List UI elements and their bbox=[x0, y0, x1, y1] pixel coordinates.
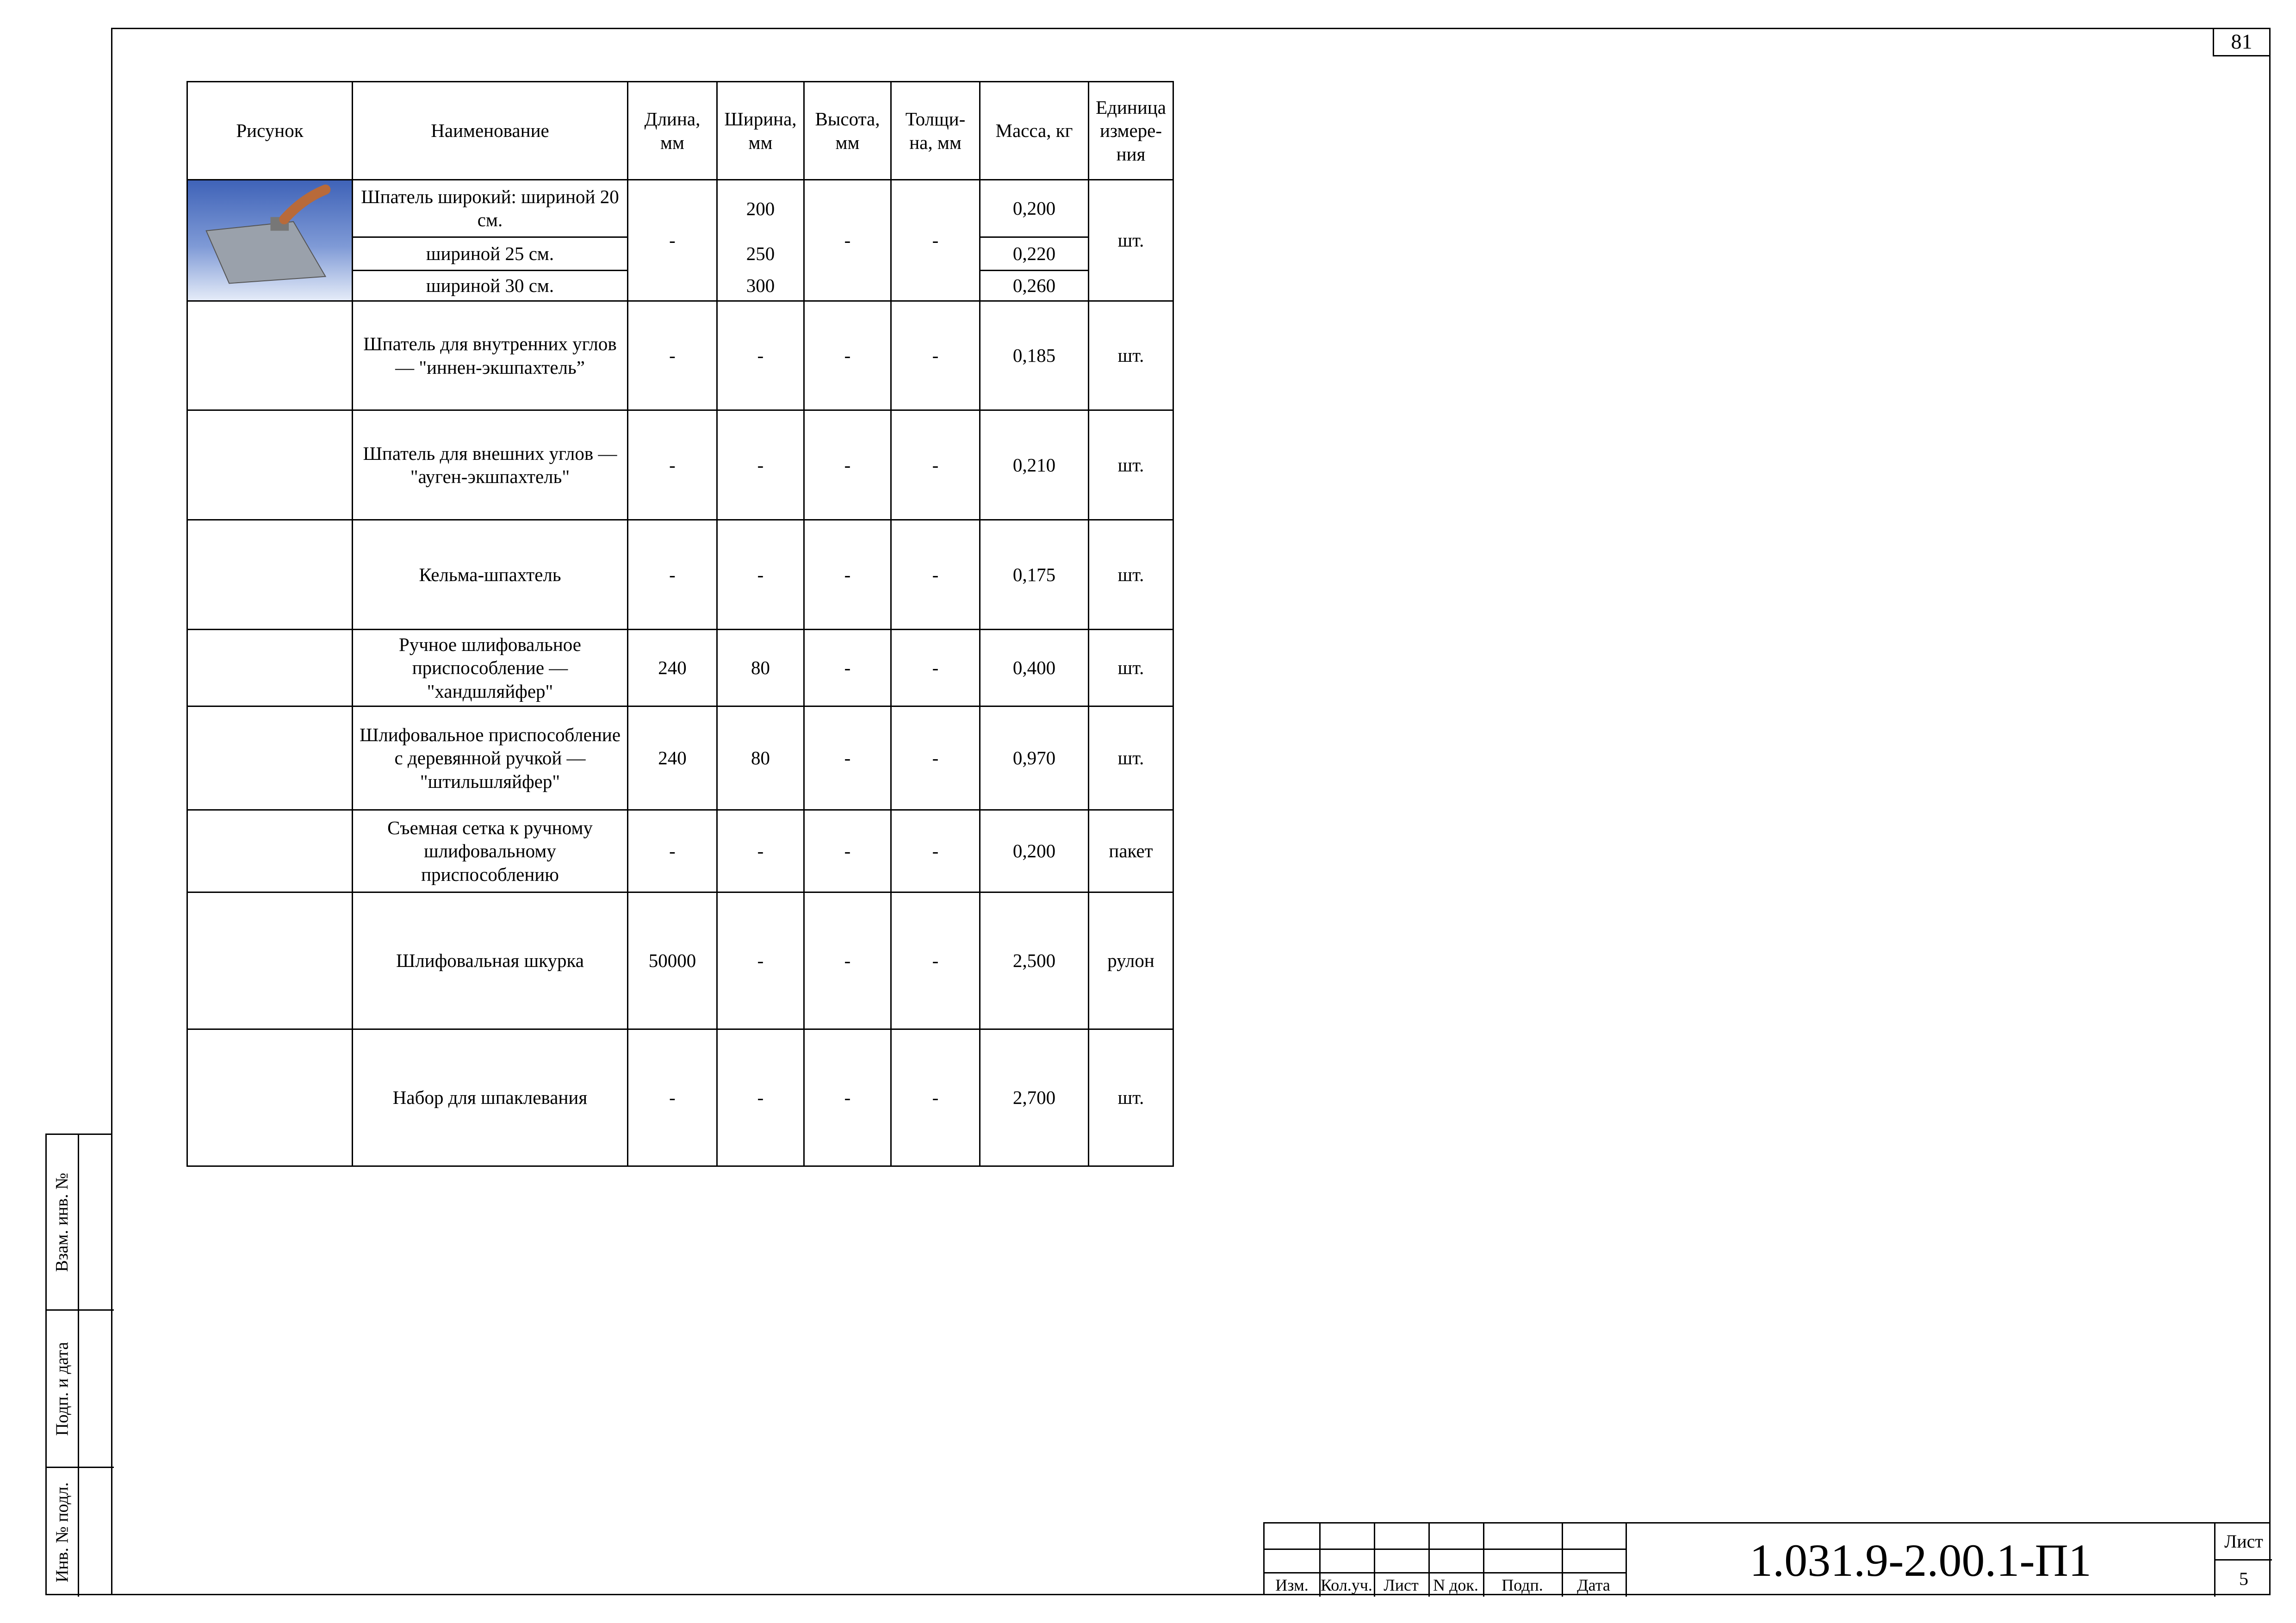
row-name: Съемная сетка к ручному шлифовальному приспособлению bbox=[353, 810, 628, 892]
row-width: - bbox=[717, 1029, 804, 1166]
row-height: - bbox=[804, 520, 891, 630]
table-row bbox=[187, 520, 1173, 630]
strip-label-signature: Подп. и дата bbox=[52, 1341, 72, 1436]
wide-spatula-icon bbox=[188, 180, 352, 300]
col-data: Дата bbox=[1577, 1576, 1610, 1594]
row-height: - bbox=[804, 1029, 891, 1166]
table-row bbox=[187, 180, 1173, 237]
row-picture bbox=[187, 301, 353, 410]
row1-name-c: шириной 30 см. bbox=[353, 270, 628, 301]
row-height: - bbox=[804, 630, 891, 706]
header-length: Длина, мм bbox=[628, 82, 717, 180]
row-unit: шт. bbox=[1089, 520, 1173, 630]
sheet-number: 5 bbox=[2239, 1568, 2248, 1589]
row-thickness: - bbox=[891, 1029, 980, 1166]
row1-unit: шт. bbox=[1089, 180, 1173, 301]
row1-mass-b: 0,220 bbox=[980, 237, 1089, 270]
row-length: - bbox=[628, 301, 717, 410]
col-izm: Изм. bbox=[1275, 1576, 1309, 1594]
row-thickness: - bbox=[891, 301, 980, 410]
row-picture bbox=[187, 180, 353, 301]
header-unit: Единица измере- ния bbox=[1089, 82, 1173, 180]
top-sheet-number: 81 bbox=[2213, 28, 2271, 56]
strip-label-replacement: Взам. инв. № bbox=[52, 1172, 72, 1272]
row1-mass-a: 0,200 bbox=[980, 180, 1089, 237]
row-width: 80 bbox=[717, 706, 804, 810]
row-width: - bbox=[717, 410, 804, 520]
row-picture bbox=[187, 810, 353, 892]
row-mass: 2,700 bbox=[980, 1029, 1089, 1166]
row-unit: шт. bbox=[1089, 706, 1173, 810]
row-picture bbox=[187, 520, 353, 630]
strip-cell-signature bbox=[47, 1311, 114, 1468]
row1-height: - bbox=[804, 180, 891, 301]
row-height: - bbox=[804, 410, 891, 520]
row-unit: шт. bbox=[1089, 301, 1173, 410]
row-unit: пакет bbox=[1089, 810, 1173, 892]
row-width: - bbox=[717, 301, 804, 410]
row-picture bbox=[187, 706, 353, 810]
row-height: - bbox=[804, 810, 891, 892]
row-picture bbox=[187, 410, 353, 520]
header-name: Наименование bbox=[353, 82, 628, 180]
row-width: 80 bbox=[717, 630, 804, 706]
row-name: Кельма-шпахтель bbox=[353, 520, 628, 630]
row-length: - bbox=[628, 520, 717, 630]
table-header-row bbox=[187, 82, 1173, 180]
row-length: 240 bbox=[628, 706, 717, 810]
row-mass: 0,200 bbox=[980, 810, 1089, 892]
row-length: - bbox=[628, 410, 717, 520]
row-mass: 0,400 bbox=[980, 630, 1089, 706]
row-width: - bbox=[717, 810, 804, 892]
row-thickness: - bbox=[891, 706, 980, 810]
row-name: Ручное шлифовальное приспособление — "хандшляйфер" bbox=[353, 630, 628, 706]
row1-width-a: 200 bbox=[717, 180, 804, 237]
strip-cell-replacement bbox=[47, 1135, 114, 1311]
row-mass: 2,500 bbox=[980, 892, 1089, 1029]
header-thickness: Толщи- на, мм bbox=[891, 82, 980, 180]
sheet-cell bbox=[2214, 1524, 2272, 1597]
row-picture bbox=[187, 892, 353, 1029]
header-height: Высота, мм bbox=[804, 82, 891, 180]
row-thickness: - bbox=[891, 410, 980, 520]
table-row bbox=[187, 810, 1173, 892]
row1-thickness: - bbox=[891, 180, 980, 301]
row-thickness: - bbox=[891, 892, 980, 1029]
table-row bbox=[187, 1029, 1173, 1166]
row1-length: - bbox=[628, 180, 717, 301]
row-length: 240 bbox=[628, 630, 717, 706]
row-length: 50000 bbox=[628, 892, 717, 1029]
strip-label-original: Инв. № подл. bbox=[52, 1482, 72, 1583]
row1-name-a: Шпатель широкий: шириной 20 см. bbox=[353, 180, 628, 237]
revision-grid bbox=[1265, 1524, 1626, 1597]
row-name: Шлифовальное приспособление с деревянной ручкой — "штильшляйфер" bbox=[353, 706, 628, 810]
table-row bbox=[187, 410, 1173, 520]
title-block bbox=[1263, 1522, 2271, 1595]
row-mass: 0,185 bbox=[980, 301, 1089, 410]
row1-width-b: 250 bbox=[717, 237, 804, 270]
row-width: - bbox=[717, 892, 804, 1029]
row-unit: шт. bbox=[1089, 1029, 1173, 1166]
col-n-dok: N док. bbox=[1433, 1576, 1478, 1594]
row-height: - bbox=[804, 301, 891, 410]
row-mass: 0,175 bbox=[980, 520, 1089, 630]
row-picture bbox=[187, 630, 353, 706]
header-picture: Рисунок bbox=[187, 82, 353, 180]
row-length: - bbox=[628, 810, 717, 892]
strip-cell-original bbox=[47, 1468, 114, 1597]
row-unit: шт. bbox=[1089, 630, 1173, 706]
row-mass: 0,210 bbox=[980, 410, 1089, 520]
row1-name-b: шириной 25 см. bbox=[353, 237, 628, 270]
row-thickness: - bbox=[891, 810, 980, 892]
header-mass: Масса, кг bbox=[980, 82, 1089, 180]
sheet-label: Лист bbox=[2215, 1524, 2272, 1561]
row-height: - bbox=[804, 892, 891, 1029]
header-width: Ширина, мм bbox=[717, 82, 804, 180]
row-picture bbox=[187, 1029, 353, 1166]
tools-table bbox=[186, 81, 1174, 1167]
row-name: Набор для шпаклевания bbox=[353, 1029, 628, 1166]
col-list: Лист bbox=[1384, 1576, 1419, 1594]
col-kol-uch: Кол.уч. bbox=[1321, 1576, 1372, 1594]
row-name: Шпатель для внутренних углов — "иннен-экшпахтель” bbox=[353, 301, 628, 410]
table-row bbox=[187, 630, 1173, 706]
row1-mass-c: 0,260 bbox=[980, 270, 1089, 301]
row-width: - bbox=[717, 520, 804, 630]
table-row bbox=[187, 706, 1173, 810]
row-unit: рулон bbox=[1089, 892, 1173, 1029]
row1-width-c: 300 bbox=[717, 270, 804, 301]
row-length: - bbox=[628, 1029, 717, 1166]
binding-strip bbox=[45, 1134, 112, 1595]
row-name: Шлифовальная шкурка bbox=[353, 892, 628, 1029]
row-unit: шт. bbox=[1089, 410, 1173, 520]
table-row bbox=[187, 892, 1173, 1029]
row-name: Шпатель для внешних углов — "ауген-экшпахтель" bbox=[353, 410, 628, 520]
document-code: 1.031.9-2.00.1-П1 bbox=[1626, 1524, 2214, 1597]
row-thickness: - bbox=[891, 630, 980, 706]
table-row bbox=[187, 301, 1173, 410]
row-height: - bbox=[804, 706, 891, 810]
row-thickness: - bbox=[891, 520, 980, 630]
row-mass: 0,970 bbox=[980, 706, 1089, 810]
col-podp: Подп. bbox=[1502, 1576, 1543, 1594]
